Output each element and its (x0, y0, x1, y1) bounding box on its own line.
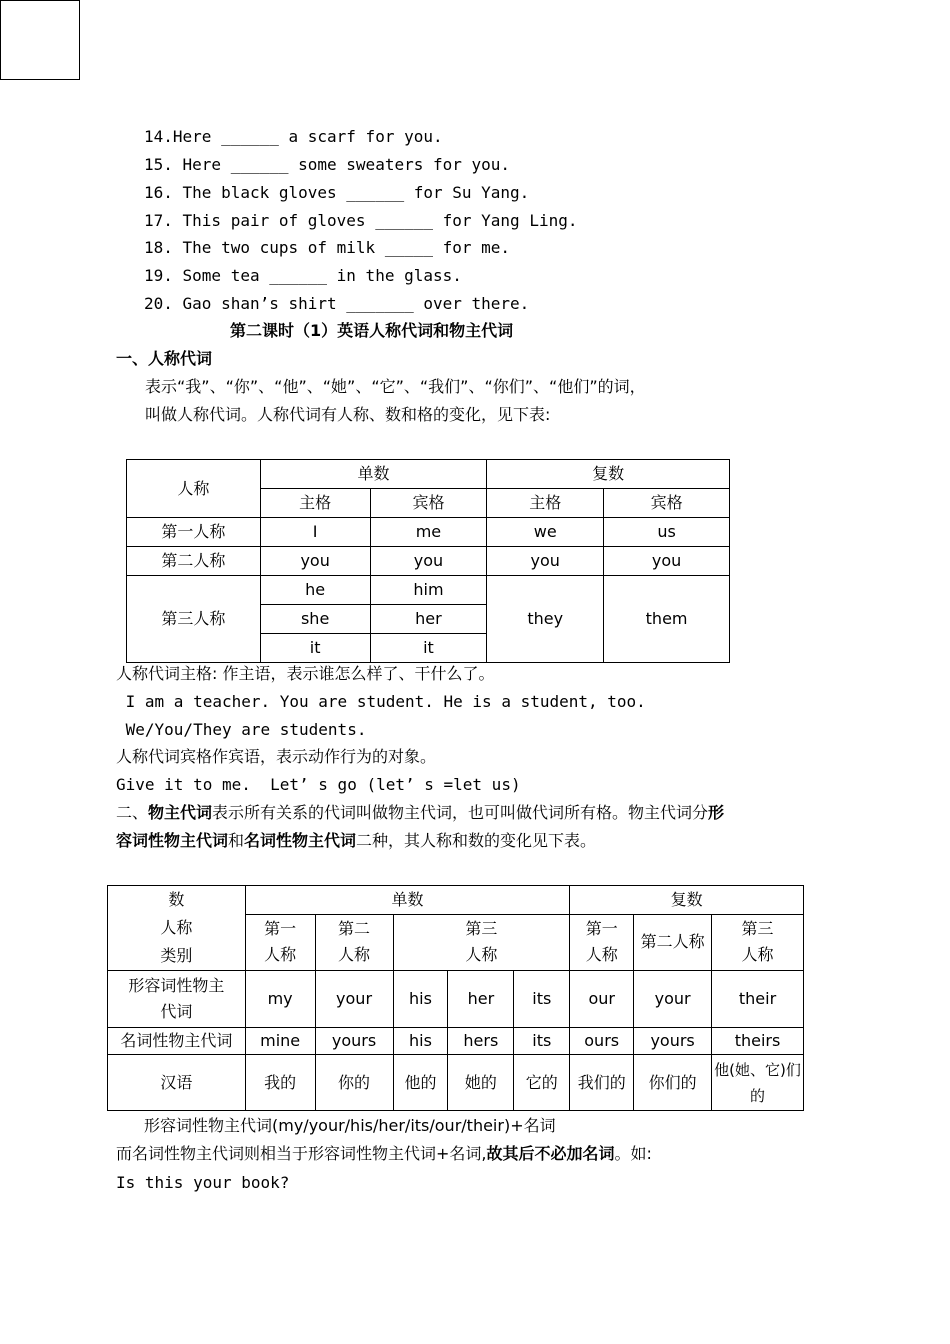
t1-subject-header: 主格 (260, 489, 370, 518)
t2-cell: 我们的 (570, 1055, 634, 1111)
t2-cell: yours (634, 1028, 712, 1055)
section2-text1: 表示所有关系的代词叫做物主代词，也可叫做代词所有格。物主代词分 (212, 803, 709, 822)
t1-second-person: 第二人称 (127, 547, 261, 576)
exercise-14: 14.Here ______ a scarf for you. (144, 127, 443, 146)
t2-pl-third-person: 第三 人称 (712, 914, 804, 970)
t2-pl-first-person: 第一 人称 (570, 914, 634, 970)
t1-cell: you (604, 547, 730, 576)
t2-cell: 你们的 (634, 1055, 712, 1111)
exercise-18: 18. The two cups of milk _____ for me. (144, 238, 511, 257)
t1-person-header: 人称 (127, 460, 261, 518)
t1-cell: me (370, 518, 487, 547)
t2-cell: their (712, 971, 804, 1028)
t2-cell: 他的 (393, 1055, 448, 1111)
t2-category-label: 类别 (160, 946, 193, 965)
t2-cell: hers (448, 1028, 514, 1055)
object-desc: 人称代词宾格作宾语，表示动作行为的对象。 (116, 747, 437, 766)
section2-prefix: 二、 (116, 803, 149, 822)
lesson-title: 第二课时（1）英语人称代词和物主代词 (230, 321, 514, 340)
section2-line1 (116, 803, 724, 823)
t1-cell: us (604, 518, 730, 547)
t2-pl-second-person: 第二人称 (634, 914, 712, 970)
t1-cell: they (487, 576, 604, 663)
exercise-17: 17. This pair of gloves ______ for Yang Ling. (144, 211, 578, 230)
t1-cell: you (260, 547, 370, 576)
possessive-pronoun-table (107, 885, 804, 1111)
term-noun: 名词性物主代词 (244, 831, 357, 850)
exercise-15: 15. Here ______ some sweaters for you. (144, 155, 511, 174)
example-1: I am a teacher. You are student. He is a student, too. (116, 692, 646, 711)
t1-object-header: 宾格 (604, 489, 730, 518)
t1-cell: I (260, 518, 370, 547)
t2-cell: her (448, 971, 514, 1028)
t1-cell: him (370, 576, 487, 605)
t2-cell: mine (245, 1028, 315, 1055)
t1-cell: she (260, 605, 370, 634)
example-2: We/You/They are students. (116, 720, 367, 739)
t1-subject-header: 主格 (487, 489, 604, 518)
t2-person-label: 人称 (160, 918, 193, 937)
t1-cell: it (370, 634, 487, 663)
t1-third-person: 第三人称 (127, 576, 261, 663)
t1-cell: you (487, 547, 604, 576)
t2-cell: your (634, 971, 712, 1028)
example-3: Give it to me. Let’ s go (let’ s =let us) (116, 775, 521, 794)
t2-cell: 我的 (245, 1055, 315, 1111)
term-possessive: 物主代词 (148, 803, 213, 822)
t2-cell: yours (315, 1028, 393, 1055)
t2-cn-label: 汉语 (108, 1055, 246, 1111)
t1-cell: you (370, 547, 487, 576)
exercise-16: 16. The black gloves ______ for Su Yang. (144, 183, 530, 202)
t2-noun-label: 名词性物主代词 (108, 1028, 246, 1055)
t2-cell: your (315, 971, 393, 1028)
t2-cell: 你的 (315, 1055, 393, 1111)
t2-cell: our (570, 971, 634, 1028)
t1-first-person: 第一人称 (127, 518, 261, 547)
t1-cell: he (260, 576, 370, 605)
personal-pronoun-table (126, 459, 730, 663)
t2-cell: his (393, 1028, 448, 1055)
exercise-20: 20. Gao shan’s shirt _______ over there. (144, 294, 530, 313)
example-question: Is this your book? (116, 1173, 290, 1192)
t1-cell: them (604, 576, 730, 663)
t1-object-header: 宾格 (370, 489, 487, 518)
section2-text2: 二种，其人称和数的变化见下表。 (356, 831, 597, 850)
t1-plural-header: 复数 (487, 460, 730, 489)
t2-cell: his (393, 971, 448, 1028)
section2-and: 和 (228, 831, 245, 850)
section1-intro-1: 表示“我”、“你”、“他”、“她”、“它”、“我们”、“你们”、“他们”的词， (145, 377, 646, 396)
t2-plural-header: 复数 (570, 886, 804, 915)
subject-desc: 人称代词主格: 作主语，表示谁怎么样了、干什么了。 (116, 664, 495, 683)
t2-number-label: 数 (168, 890, 185, 909)
t2-cell: its (514, 1028, 570, 1055)
t1-cell: we (487, 518, 604, 547)
term-adj-b: 容词性物主代词 (116, 831, 229, 850)
exercise-19: 19. Some tea ______ in the glass. (144, 266, 462, 285)
t2-corner-header (108, 886, 246, 971)
term-adj-a: 形 (708, 803, 725, 822)
t2-cell: theirs (712, 1028, 804, 1055)
section2-line2 (116, 831, 596, 851)
t2-adj-label: 形容词性物主 代词 (108, 971, 246, 1028)
t2-second-person: 第二 人称 (315, 914, 393, 970)
formula: 形容词性物主代词(my/your/his/her/its/our/their)+名词 (144, 1116, 556, 1135)
t2-third-person: 第三 人称 (393, 914, 570, 970)
t1-cell: it (260, 634, 370, 663)
t2-cell: ours (570, 1028, 634, 1055)
t2-cell: its (514, 971, 570, 1028)
section1-heading: 一、人称代词 (116, 349, 213, 368)
t2-cell: 他(她、它)们 的 (712, 1055, 804, 1111)
t2-first-person: 第一 人称 (245, 914, 315, 970)
t1-cell: her (370, 605, 487, 634)
t2-cell: 她的 (448, 1055, 514, 1111)
section1-intro-2: 叫做人称代词。人称代词有人称、数和格的变化，见下表: (145, 405, 551, 424)
t2-cell: 它的 (514, 1055, 570, 1111)
corner-box (0, 0, 80, 80)
t2-cell: my (245, 971, 315, 1028)
rule: 而名词性物主代词则相当于形容词性物主代词+名词,故其后不必加名词。如: (116, 1144, 652, 1163)
t1-singular-header: 单数 (260, 460, 487, 489)
t2-singular-header: 单数 (245, 886, 570, 915)
